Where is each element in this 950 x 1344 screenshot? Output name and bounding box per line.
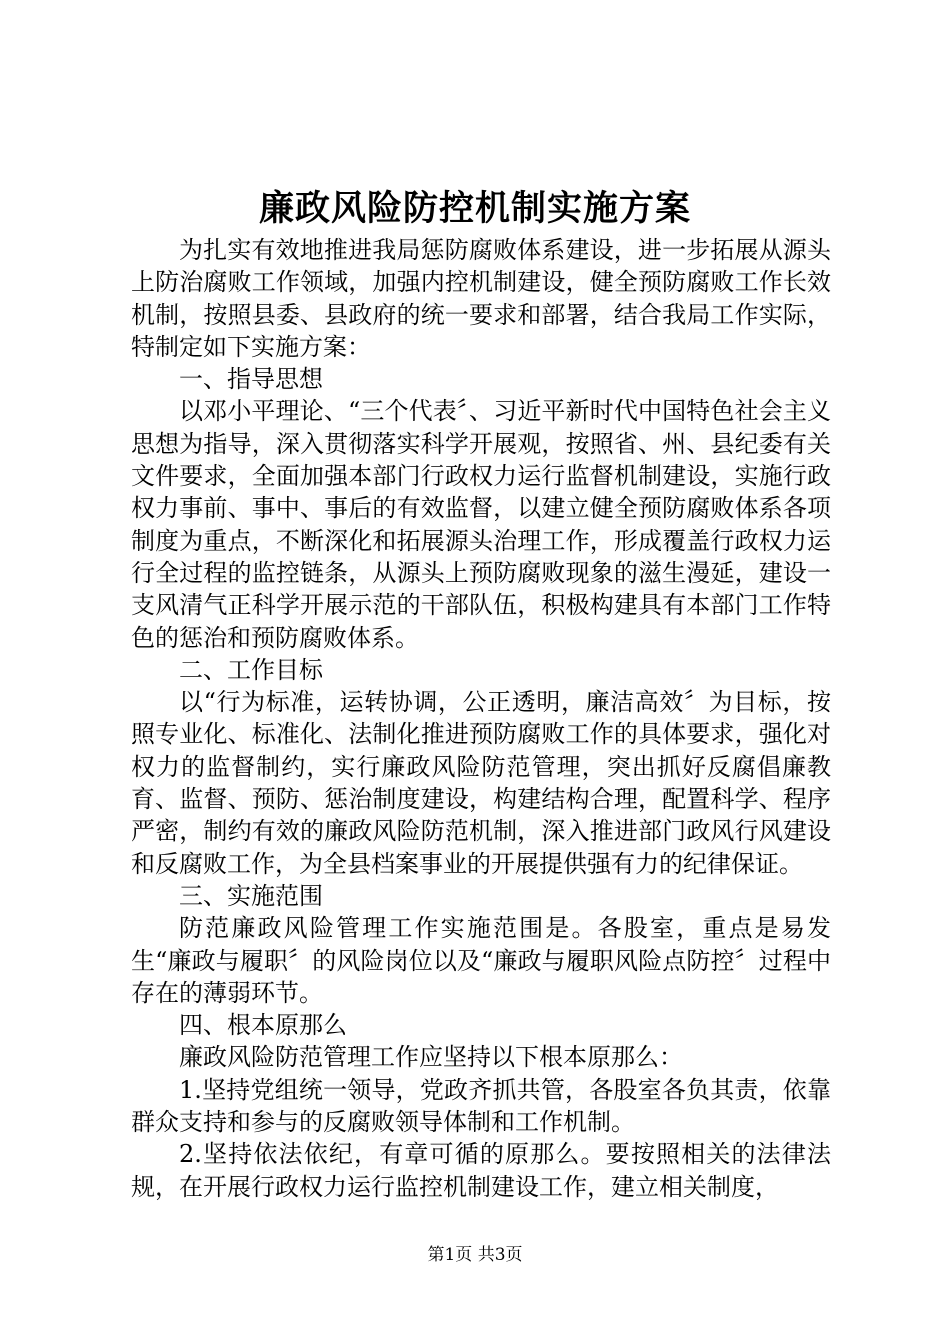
- section-heading-scope: 三、实施范围: [179, 881, 323, 910]
- section-heading-work-goals: 二、工作目标: [179, 655, 323, 684]
- paragraph-scope: 防范廉政风险管理工作实施范围是。各股室，重点是易发生“廉政与履职〞的风险岗位以及“廉政与履职风险点防控〞过程中存在的薄弱环节。: [131, 914, 831, 1007]
- intro-paragraph: 为扎实有效地推进我局惩防腐败体系建设，进一步拓展从源头上防治腐败工作领域，加强内控机制建设，健全预防腐败工作长效机制，按照县委、县政府的统一要求和部署，结合我局工作实际，特制定如下实施方案：: [131, 236, 831, 361]
- document-title: 廉政风险防控机制实施方案: [258, 188, 691, 229]
- list-item-principle-2: 2.坚持依法依纪，有章可循的原那么。要按照相关的法律法规，在开展行政权力运行监控机制建设工作，建立相关制度，: [131, 1140, 831, 1201]
- paragraph-work-goals: 以“行为标准，运转协调，公正透明，廉洁高效〞为目标，按照专业化、标准化、法制化推进预防腐败工作的具体要求，强化对权力的监督制约，实行廉政风险防范管理，突出抓好反腐倡廉教育、监督、预防、惩治制度建设，构建结构合理，配置科学、程序严密，制约有效的廉政风险防范机制，深入推进部门政风行风建设和反腐败工作，为全县档案事业的开展提供强有力的纪律保证。: [131, 688, 831, 878]
- list-item-principle-1: 1.坚持党组统一领导，党政齐抓共管，各股室各负其责，依靠群众支持和参与的反腐败领导体制和工作机制。: [131, 1075, 831, 1137]
- paragraph-guiding-ideology: 以邓小平理论、“三个代表〞、习近平新时代中国特色社会主义思想为指导，深入贯彻落实科学开展观，按照省、州、县纪委有关文件要求，全面加强本部门行政权力运行监督机制建设，实施行政权力事前、事中、事后的有效监督，以建立健全预防腐败体系各项制度为重点，不断深化和拓展源头治理工作，形成覆盖行政权力运行全过程的监控链条，从源头上预防腐败现象的滋生漫延，建设一支风清气正科学开展示范的干部队伍，积极构建具有本部门工作特色的惩治和预防腐败体系。: [131, 397, 831, 652]
- document-body: [131, 234, 831, 1203]
- page-footer: 第1页 共3页: [427, 1245, 523, 1265]
- section-heading-guiding-ideology: 一、指导思想: [179, 365, 323, 394]
- paragraph-principles-intro: 廉政风险防范管理工作应坚持以下根本原那么：: [179, 1043, 683, 1072]
- section-heading-principles: 四、根本原那么: [179, 1011, 347, 1040]
